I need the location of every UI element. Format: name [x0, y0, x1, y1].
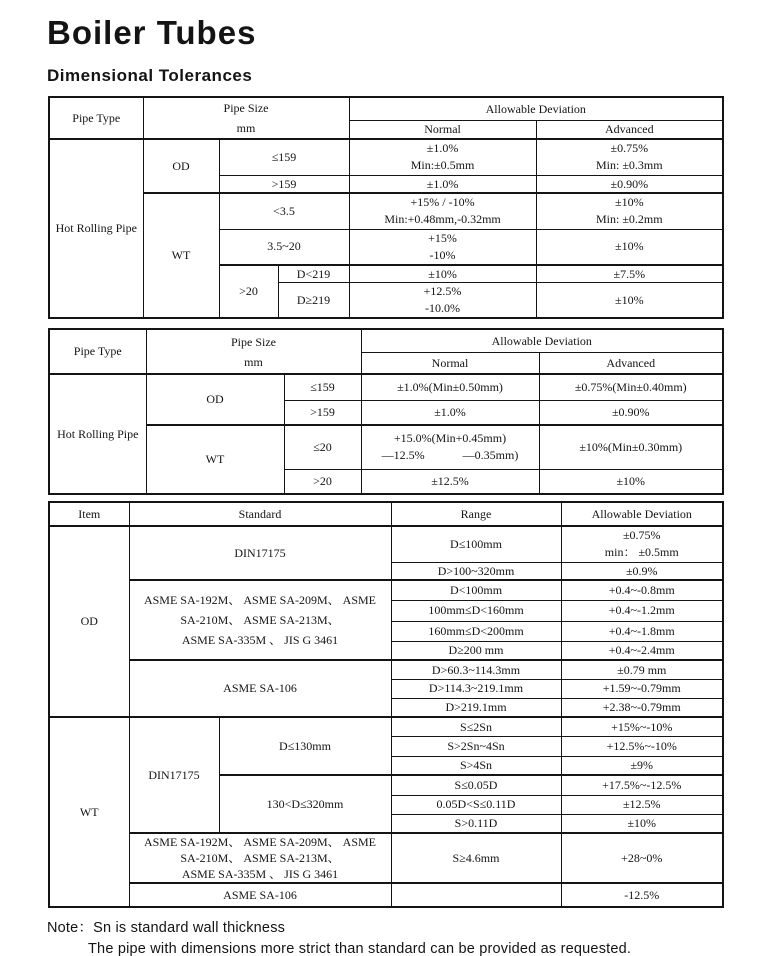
t3-range-cell: 100mm≤D<160mm: [391, 600, 561, 621]
t2-size-cell: ≤20: [284, 425, 361, 469]
page-subtitle: Dimensional Tolerances: [47, 66, 253, 85]
t1-size-cell: >159: [219, 175, 349, 193]
t3-range-cell: D>100~320mm: [391, 562, 561, 580]
t2-header-allowable-deviation: Allowable Deviation: [361, 329, 723, 352]
footnote-line-1: Note：Sn is standard wall thickness: [47, 920, 286, 936]
pipe-size-label: Pipe Size: [223, 101, 269, 115]
t3-range-cell: D>219.1mm: [391, 698, 561, 717]
page-title: Boiler Tubes: [47, 14, 257, 51]
t3-deviation-cell: ±0.79 mm: [561, 660, 723, 679]
t3-range-cell: D>60.3~114.3mm: [391, 660, 561, 679]
t3-range-cell: D>114.3~219.1mm: [391, 679, 561, 698]
t2-size-cell: >20: [284, 469, 361, 494]
t3-range-cell: D<100mm: [391, 580, 561, 600]
t3-deviation-cell: +0.4~-1.8mm: [561, 621, 723, 641]
t1-header-allowable-deviation: Allowable Deviation: [349, 97, 723, 120]
t2-header-advanced: Advanced: [539, 352, 723, 374]
t1-subsize-cell: D≥219: [278, 283, 349, 319]
value-line: Min: ±0.3mm: [595, 158, 663, 173]
table-row: [49, 193, 723, 229]
table-row: [49, 139, 723, 175]
value-part: —0.35mm): [462, 448, 519, 463]
t3-standard-cell: [129, 580, 391, 660]
t2-header-normal: Normal: [361, 352, 539, 374]
t1-normal-cell: ±10%: [349, 265, 536, 283]
t2-pipe-type-cell: Hot Rolling Pipe: [49, 374, 146, 494]
t3-deviation-cell: -12.5%: [561, 883, 723, 907]
t1-header-advanced: Advanced: [536, 120, 723, 139]
table-row: [49, 883, 723, 907]
t3-deviation-cell: +17.5%~-12.5%: [561, 775, 723, 795]
t3-standard-cell: ASME SA-106: [129, 883, 391, 907]
t1-normal-cell: ±1.0%: [349, 175, 536, 193]
table-row: [49, 833, 723, 883]
value-line: ±10%: [614, 195, 644, 210]
t1-advanced-cell: [536, 193, 723, 229]
value-line: +15%: [428, 230, 457, 245]
t2-wt-cell: WT: [146, 425, 284, 494]
t2-advanced-cell: ±10%: [539, 469, 723, 494]
t3-deviation-cell: +28~0%: [561, 833, 723, 883]
t1-normal-cell: [349, 193, 536, 229]
t2-header-pipe-type: Pipe Type: [49, 329, 146, 374]
t3-deviation-cell: +1.59~-0.79mm: [561, 679, 723, 698]
t3-range-cell: 0.05D<S≤0.11D: [391, 795, 561, 814]
t3-item-od-cell: OD: [49, 526, 129, 717]
t3-header-standard: Standard: [129, 502, 391, 526]
t3-deviation-cell: [561, 526, 723, 562]
value-line: ±1.0%: [426, 141, 459, 156]
t3-header-deviation: Allowable Deviation: [561, 502, 723, 526]
mm-label: mm: [236, 121, 256, 135]
t1-size-cell: ≤159: [219, 139, 349, 175]
t3-range-cell: S≤0.05D: [391, 775, 561, 795]
t2-advanced-cell: ±0.90%: [539, 400, 723, 425]
t1-advanced-cell: ±7.5%: [536, 265, 723, 283]
t1-subsize-cell: D<219: [278, 265, 349, 283]
footnote: [47, 916, 773, 956]
table-row: [49, 374, 723, 400]
t3-deviation-cell: ±9%: [561, 756, 723, 775]
t1-size-cell: 3.5~20: [219, 229, 349, 265]
footnote-line-2: The pipe with dimensions more strict than standard can be provided as requested.: [88, 941, 632, 956]
t1-advanced-cell: ±10%: [536, 283, 723, 319]
table-row: [49, 526, 723, 562]
value-line: +12.5%: [423, 284, 462, 298]
t1-normal-cell: [349, 283, 536, 319]
t3-range-cell: 160mm≤D<200mm: [391, 621, 561, 641]
t3-deviation-cell: ±10%: [561, 814, 723, 833]
value-line: +15% / -10%: [410, 195, 475, 210]
value-line: ±0.75%: [610, 141, 649, 156]
t3-diameter-group-cell: 130<D≤320mm: [219, 775, 391, 833]
table-row: [49, 660, 723, 679]
t1-header-normal: Normal: [349, 120, 536, 139]
pipe-size-label: Pipe Size: [231, 334, 276, 349]
t2-normal-cell: ±1.0%(Min±0.50mm): [361, 374, 539, 400]
t3-diameter-group-cell: D≤130mm: [219, 717, 391, 775]
value-line: Min: ±0.2mm: [595, 212, 663, 227]
mm-label: mm: [244, 354, 263, 369]
table-row: [49, 717, 723, 736]
t3-deviation-cell: ±0.9%: [561, 562, 723, 580]
t2-od-cell: OD: [146, 374, 284, 425]
t3-range-cell: [391, 883, 561, 907]
tolerance-table-2: [48, 328, 724, 495]
t1-size-cell: >20: [219, 265, 278, 319]
t3-range-cell: D≥200 mm: [391, 641, 561, 660]
t1-advanced-cell: ±10%: [536, 229, 723, 265]
value-line: Min:+0.48mm,-0.32mm: [384, 212, 501, 227]
value-line: Min:±0.5mm: [410, 158, 475, 173]
t1-od-cell: OD: [143, 139, 219, 193]
t2-normal-cell: ±12.5%: [361, 469, 539, 494]
t2-size-cell: ≤159: [284, 374, 361, 400]
t3-item-wt-cell: WT: [49, 717, 129, 907]
t1-advanced-cell: ±0.90%: [536, 175, 723, 193]
standard-line: ASME SA-335M 、 JIS G 3461: [181, 633, 339, 647]
t1-size-cell: <3.5: [219, 193, 349, 229]
t1-advanced-cell: [536, 139, 723, 175]
t1-normal-cell: [349, 229, 536, 265]
table-row: [49, 580, 723, 600]
value-line: ±0.75%: [622, 528, 661, 543]
t3-header-range: Range: [391, 502, 561, 526]
standard-line: SA-210M、 ASME SA-213M、: [180, 851, 340, 865]
t3-range-cell: S>4Sn: [391, 756, 561, 775]
t3-deviation-cell: ±12.5%: [561, 795, 723, 814]
t3-standard-cell: [129, 833, 391, 883]
t1-normal-cell: [349, 139, 536, 175]
value-line: -10%: [429, 247, 456, 262]
t2-size-cell: >159: [284, 400, 361, 425]
value-part: —12.5%: [381, 448, 425, 463]
t3-deviation-cell: +15%~-10%: [561, 717, 723, 736]
value-line: +15.0%(Min+0.45mm): [393, 431, 507, 446]
value-line: min： ±0.5mm: [604, 545, 679, 560]
t3-deviation-cell: +0.4~-0.8mm: [561, 580, 723, 600]
standard-line: SA-210M、 ASME SA-213M、: [180, 613, 340, 627]
t2-advanced-cell: ±10%(Min±0.30mm): [539, 425, 723, 469]
t2-header-pipe-size: [146, 329, 361, 374]
t3-standard-cell: DIN17175: [129, 526, 391, 580]
standard-line: ASME SA-192M、 ASME SA-209M、 ASME: [143, 835, 377, 849]
t3-standard-cell: DIN17175: [129, 717, 219, 833]
tolerance-table-1: [48, 96, 724, 319]
t3-deviation-cell: +0.4~-1.2mm: [561, 600, 723, 621]
standard-line: ASME SA-335M 、 JIS G 3461: [181, 867, 339, 881]
value-line: -10.0%: [425, 301, 461, 315]
t2-normal-cell: [361, 425, 539, 469]
value-line: [364, 447, 537, 464]
tolerance-table-3: [48, 501, 724, 908]
table-row: [49, 425, 723, 469]
t2-normal-cell: ±1.0%: [361, 400, 539, 425]
t3-range-cell: S≤2Sn: [391, 717, 561, 736]
t1-header-pipe-type: Pipe Type: [49, 97, 143, 139]
t2-advanced-cell: ±0.75%(Min±0.40mm): [539, 374, 723, 400]
t3-deviation-cell: +0.4~-2.4mm: [561, 641, 723, 660]
t1-wt-cell: WT: [143, 193, 219, 318]
t3-header-item: Item: [49, 502, 129, 526]
t3-range-cell: D≤100mm: [391, 526, 561, 562]
t3-deviation-cell: +2.38~-0.79mm: [561, 698, 723, 717]
t1-pipe-type-cell: Hot Rolling Pipe: [49, 139, 143, 318]
t3-deviation-cell: +12.5%~-10%: [561, 736, 723, 756]
t3-standard-cell: ASME SA-106: [129, 660, 391, 717]
t3-range-cell: S>2Sn~4Sn: [391, 736, 561, 756]
standard-line: ASME SA-192M、 ASME SA-209M、 ASME: [143, 593, 377, 607]
t3-range-cell: S≥4.6mm: [391, 833, 561, 883]
t1-header-pipe-size: [143, 97, 349, 139]
t3-range-cell: S>0.11D: [391, 814, 561, 833]
